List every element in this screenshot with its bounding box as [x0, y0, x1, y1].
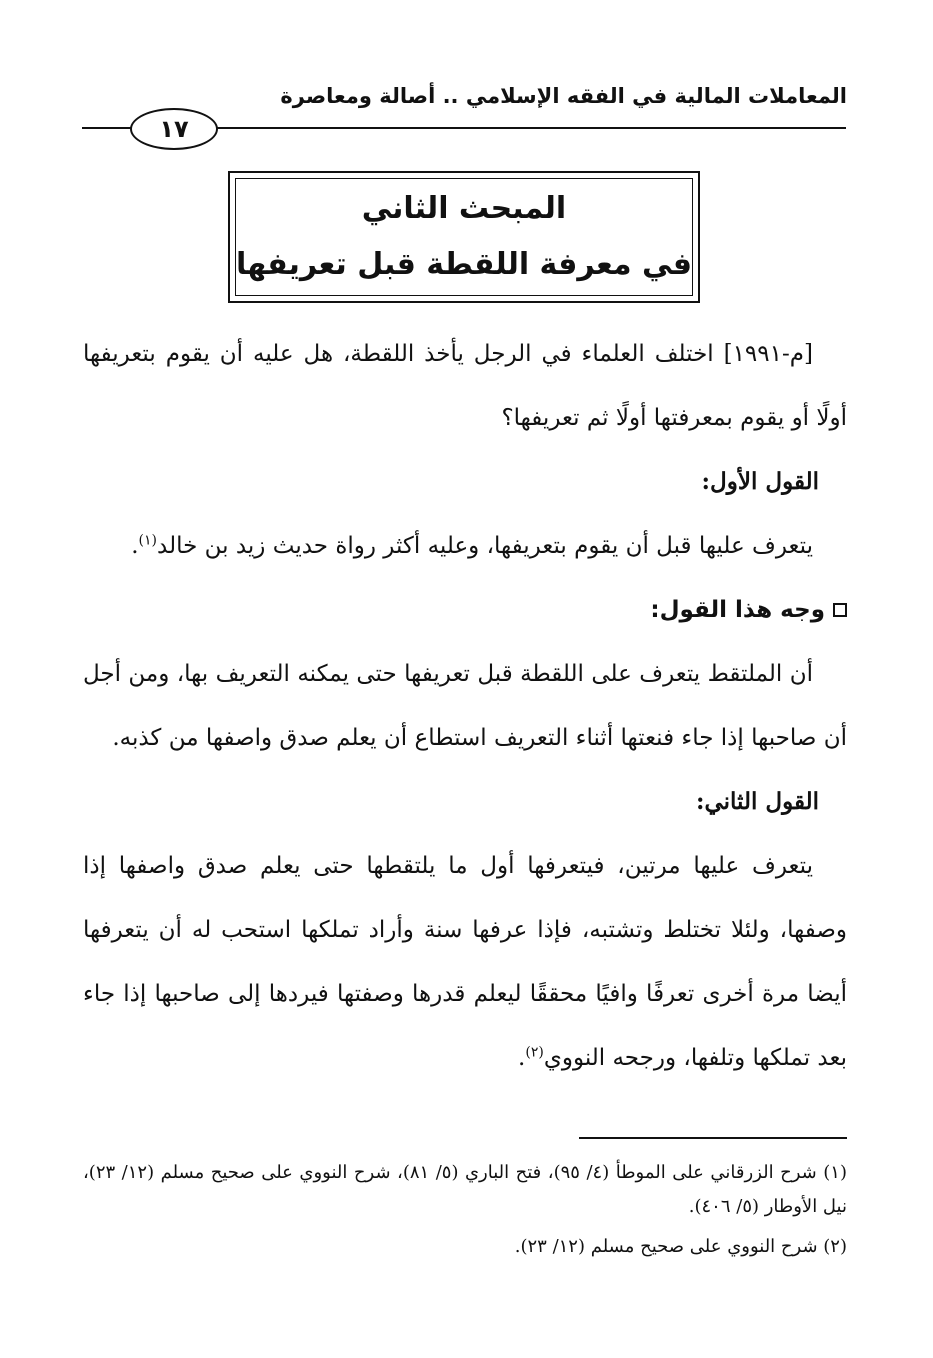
- reason-heading: [83, 578, 847, 642]
- footnotes: [83, 1156, 847, 1270]
- page-number: ١٧: [130, 108, 218, 150]
- reason-heading-label: وجه هذا القول:: [650, 597, 825, 623]
- footnote-ref-1: (١): [138, 532, 157, 549]
- footnote-2: (٢) شرح النووي على صحيح مسلم (١٢/ ٢٣).: [514, 1236, 847, 1257]
- intro-paragraph: [م-١٩٩١] اختلف العلماء في الرجل يأخذ اللقطة، هل عليه أن يقوم بتعريفها أولًا أو يقوم بمعرفتها أولًا ثم تعريفها؟: [83, 341, 847, 431]
- second-opinion-text: يتعرف عليها مرتين، فيتعرفها أول ما يلتقطها حتى يعلم صدق واصفها إذا وصفها، ولئلا تختلط وتشتبه، فإذا عرفها سنة وأراد تملكها استحب له أن يتعرفها أيضا مرة أخرى تعرفًا وافيًا محققًا ليعلم قدرها وصفتها فيردها إلى صاحبها إذا جاء بعد تملكها وتلفها، ورجحه النووي: [83, 853, 847, 1071]
- first-opinion-paragraph: [83, 514, 847, 578]
- second-opinion-paragraph: [83, 834, 847, 1090]
- footnote-ref-2: (٢): [525, 1044, 544, 1061]
- body-text: [83, 322, 847, 1090]
- first-opinion-end: .: [131, 533, 139, 559]
- section-title-line1: المبحث الثاني: [361, 191, 567, 226]
- second-opinion-heading: القول الثاني:: [695, 788, 819, 815]
- running-title: المعاملات المالية في الفقه الإسلامي .. أصالة ومعاصرة: [280, 84, 847, 108]
- section-title-box: [228, 171, 700, 303]
- footnote-separator: [579, 1137, 847, 1139]
- first-opinion-text: يتعرف عليها قبل أن يقوم بتعريفها، وعليه أكثر رواة حديث زيد بن خالد: [157, 533, 813, 559]
- square-bullet-icon: [833, 603, 847, 617]
- section-title-line2: في معرفة اللقطة قبل تعريفها: [235, 247, 693, 282]
- first-opinion-heading: القول الأول:: [701, 468, 819, 495]
- second-opinion-end: .: [518, 1045, 526, 1071]
- section-title-inner-frame: [235, 178, 693, 296]
- reason-paragraph: أن الملتقط يتعرف على اللقطة قبل تعريفها حتى يمكنه التعريف بها، ومن أجل أن صاحبها إذا جاء فنعتها أثناء التعريف استطاع أن يعلم صدق واصفها من كذبه.: [83, 661, 847, 751]
- footnote-1: (١) شرح الزرقاني على الموطأ (٤/ ٩٥)، فتح الباري (٥/ ٨١)، شرح النووي على صحيح مسلم (١٢/ ٢٣)، نيل الأوطار (٥/ ٤٠٦).: [83, 1162, 847, 1217]
